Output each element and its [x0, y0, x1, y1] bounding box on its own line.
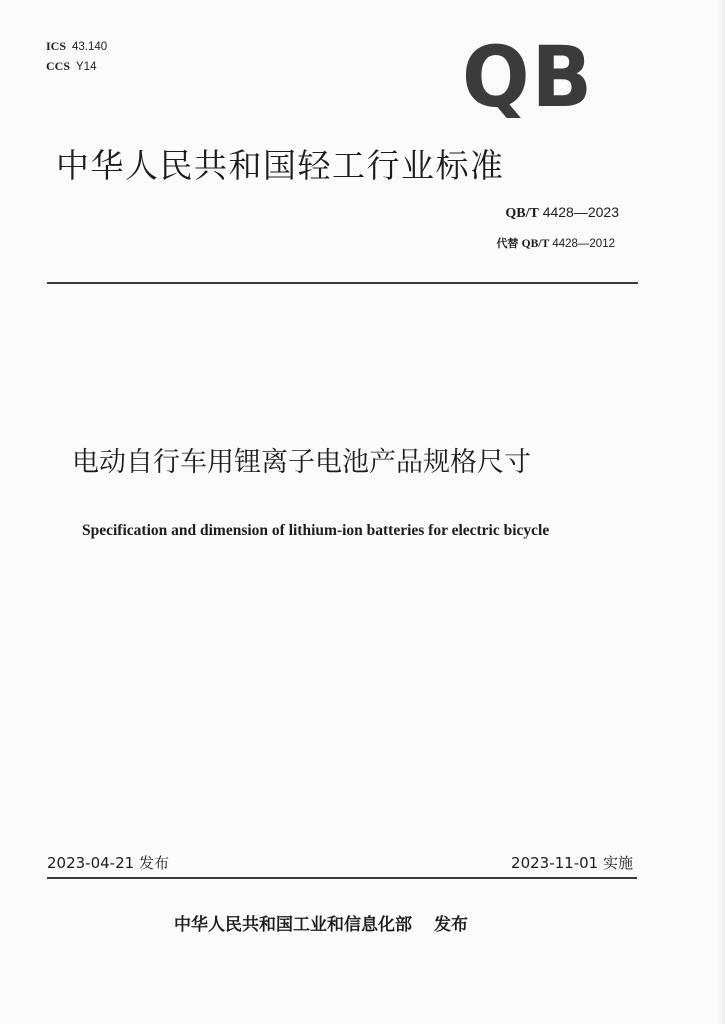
issuer-name: 中华人民共和国工业和信息化部 — [174, 915, 412, 935]
standard-organization: 中华人民共和国轻工行业标准 — [56, 146, 505, 185]
issuer-verb: 发布 — [434, 915, 468, 935]
classification-codes — [46, 37, 107, 77]
title-chinese: 电动自行车用锂离子电池产品规格尺寸 — [72, 447, 531, 478]
ccs-line — [46, 57, 107, 77]
bottom-divider — [47, 877, 637, 879]
ics-label: ICS — [46, 39, 67, 53]
issuing-authority — [174, 910, 468, 935]
title-english: Specification and dimension of lithium-ion batteries for electric bicycle — [82, 522, 550, 539]
ccs-value: Y14 — [76, 61, 97, 73]
replaces-number: 4428—2012 — [552, 238, 615, 250]
standard-number-prefix: QB/T — [505, 206, 539, 221]
top-divider — [47, 282, 638, 284]
replaces-prefix: QB/T — [521, 238, 550, 250]
replaces-label: 代替 — [496, 237, 519, 250]
standard-number-value: 4428—2023 — [542, 204, 619, 220]
ics-line — [46, 37, 107, 57]
standard-number — [505, 204, 619, 222]
ics-value: 43.140 — [72, 41, 108, 53]
page-edge-shadow — [717, 0, 725, 1024]
replaces-standard — [496, 235, 615, 251]
qb-logo — [460, 32, 596, 118]
implementation-date: 2023-11-01 实施 — [511, 854, 633, 872]
qb-logo-text: QB — [462, 32, 594, 118]
ccs-label: CCS — [46, 59, 71, 73]
issue-date: 2023-04-21 发布 — [47, 854, 169, 872]
